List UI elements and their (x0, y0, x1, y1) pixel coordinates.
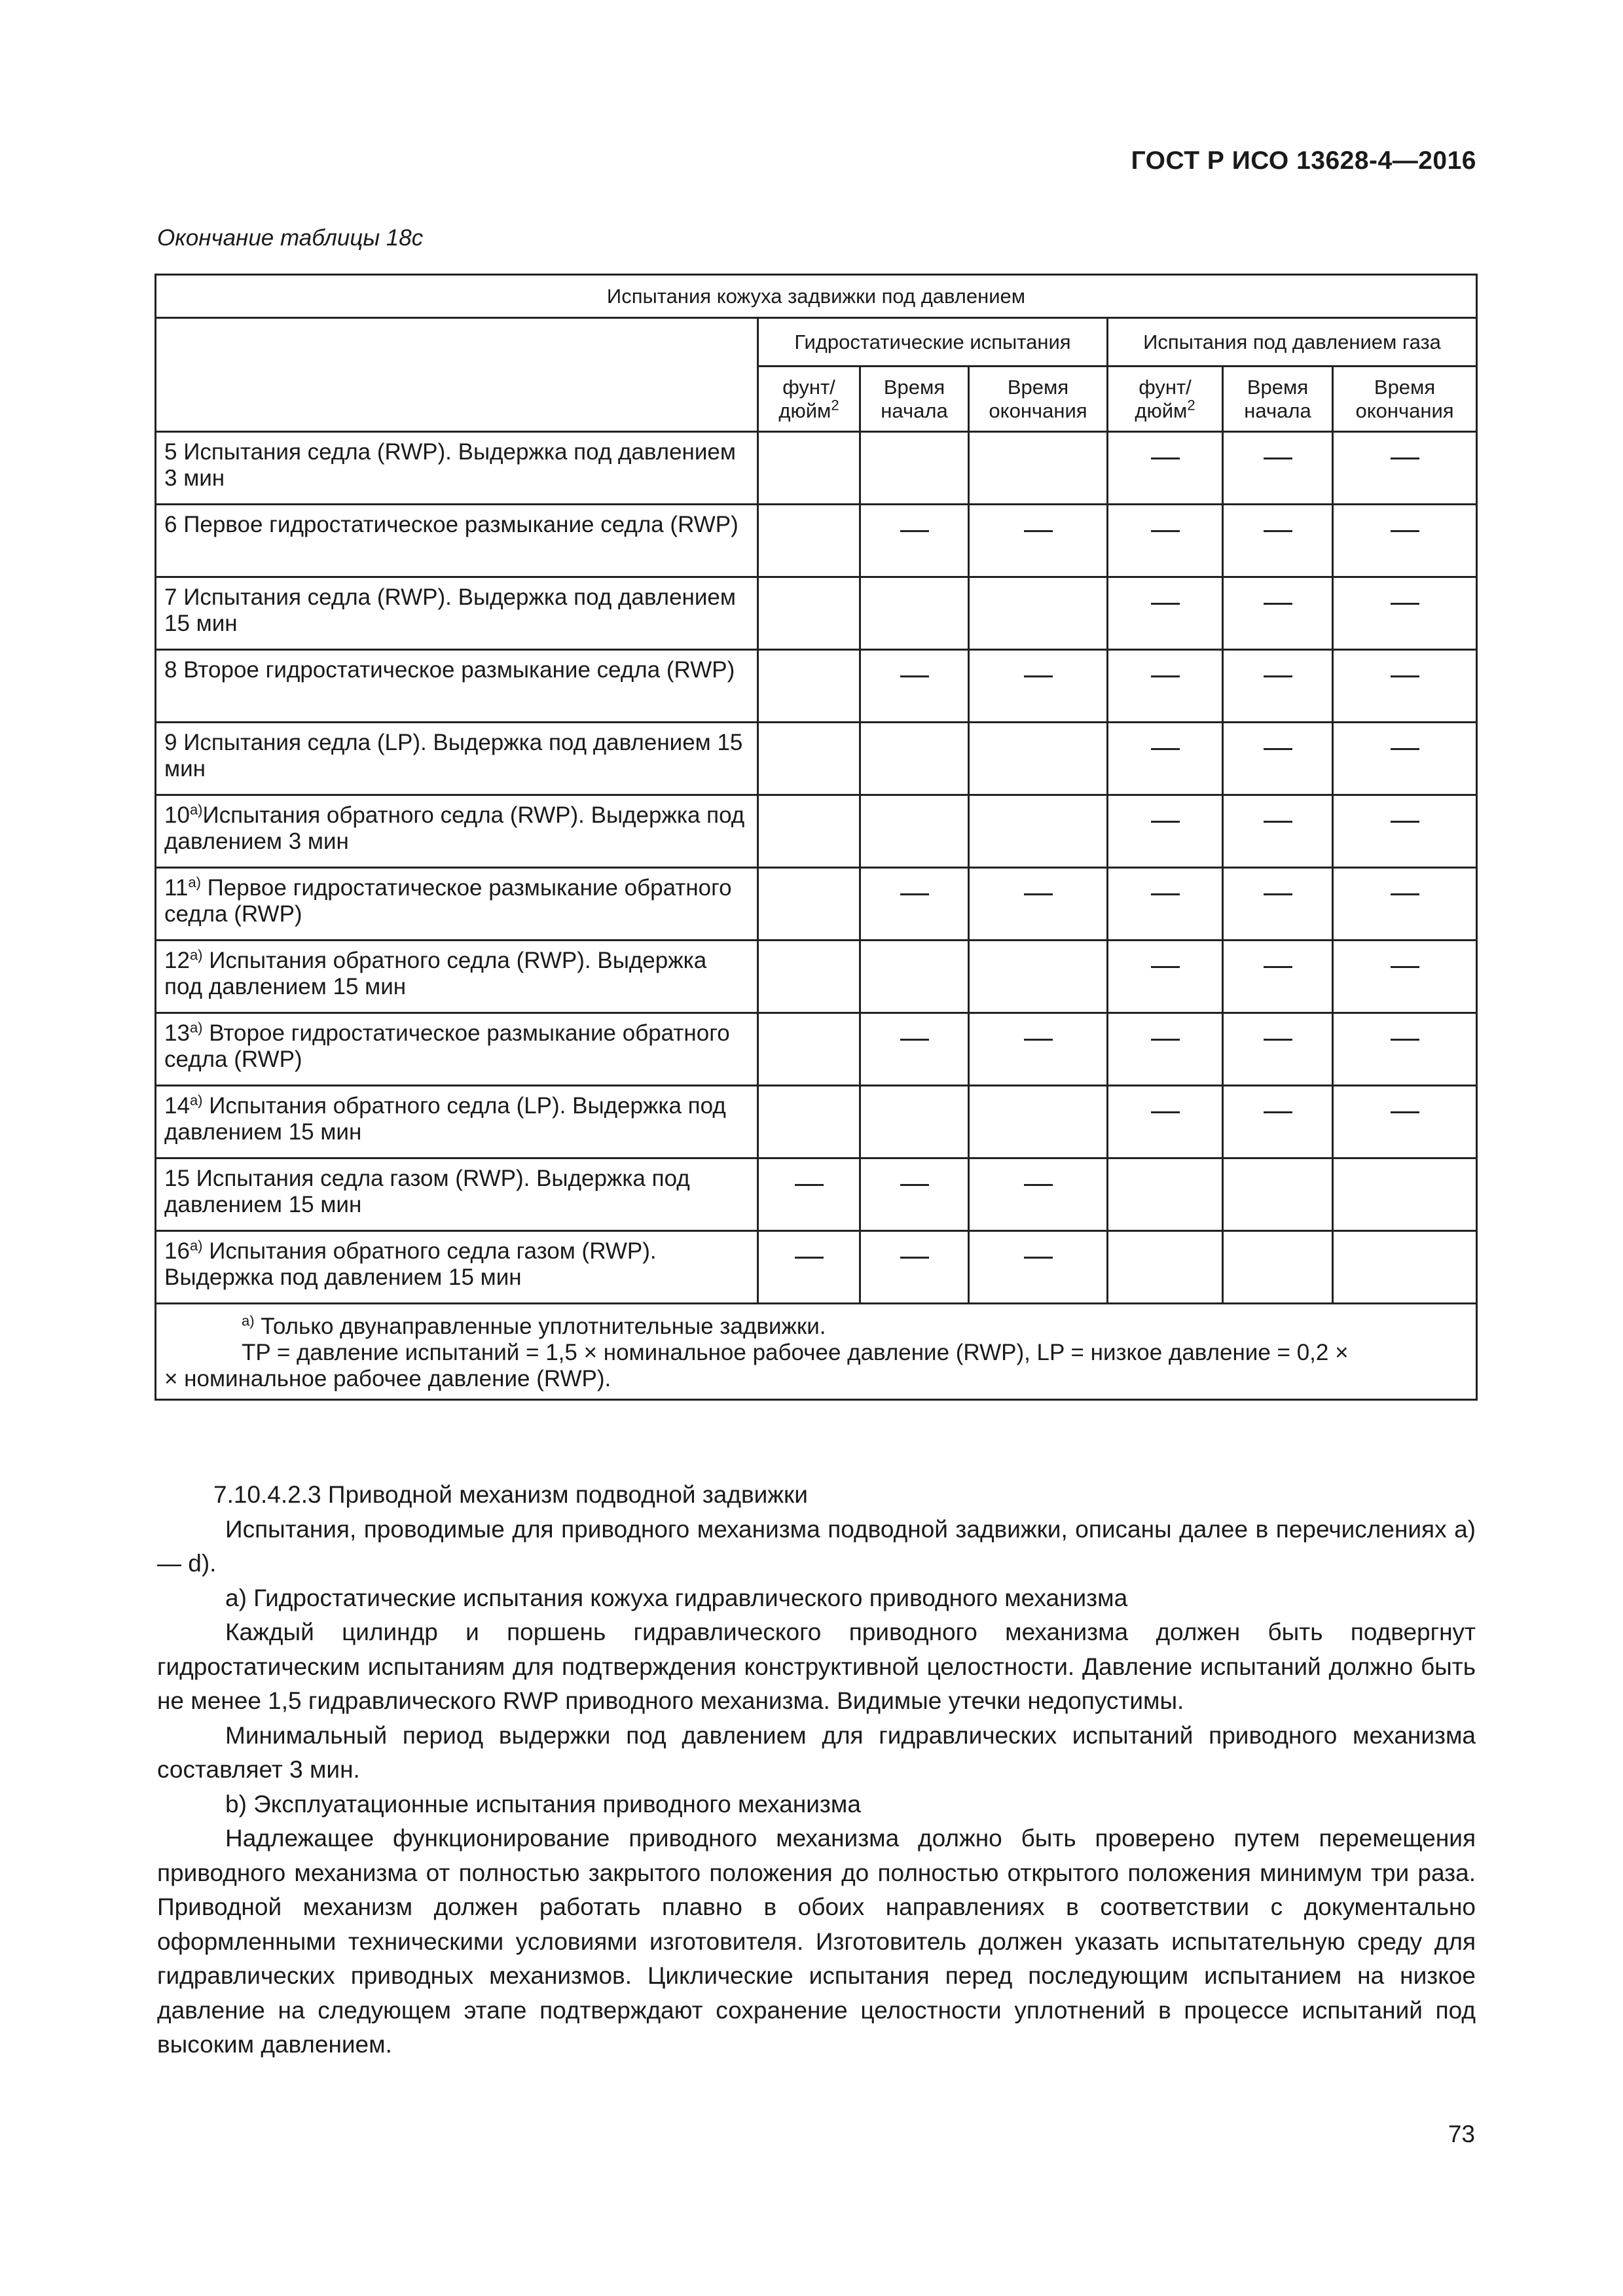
table-row (156, 1158, 1477, 1231)
table-cell (860, 868, 969, 941)
row-number: 13 (164, 1020, 190, 1046)
table-cell (1108, 650, 1223, 723)
col-header-text: начала (1244, 399, 1311, 422)
col-header-text: окончания (989, 399, 1087, 422)
row-number: 15 (164, 1166, 190, 1191)
col-header-text: фунт/ (1139, 375, 1192, 399)
table-cell (1333, 577, 1477, 650)
dash-line (1264, 748, 1292, 750)
table-cell (1223, 650, 1333, 723)
table-row (156, 868, 1477, 941)
table-cell (1333, 1086, 1477, 1158)
header-blank-cell (156, 318, 758, 432)
footnote-text: Только двунаправленные уплотнительные задвижки. (254, 1314, 826, 1339)
dash-line (1264, 457, 1292, 459)
table-cell (860, 723, 969, 795)
row-text: Испытания седла (RWP). Выдержка под давлением 3 мин (164, 439, 736, 491)
table-cell (969, 1013, 1108, 1086)
dash-line (1264, 893, 1292, 895)
table-cell (1333, 941, 1477, 1013)
table-cell (969, 505, 1108, 577)
table-cell (1223, 1013, 1333, 1086)
section-heading: 7.10.4.2.3 Приводной механизм подводной задвижки (213, 1481, 808, 1508)
table-cell (758, 941, 860, 1013)
table-cell (860, 941, 969, 1013)
table-cell (1223, 941, 1333, 1013)
table-cell (860, 1013, 969, 1086)
dash-line (1151, 966, 1180, 968)
table-cell (1108, 723, 1223, 795)
row-text: Второе гидростатическое размыкание обратного седла (RWP) (164, 1020, 730, 1072)
table-cell (860, 650, 969, 723)
table-cell (1108, 505, 1223, 577)
col-header-text: окончания (1355, 399, 1454, 422)
table-cell (969, 941, 1108, 1013)
list-item-a: а) Гидростатические испытания кожуха гидравлического приводного механизма (225, 1584, 1128, 1611)
dash-line (1151, 675, 1180, 677)
table-row (156, 650, 1477, 723)
col-header-text: Время (883, 375, 945, 399)
table-cell (1108, 1231, 1223, 1304)
row-number: 7 (164, 584, 177, 610)
table-cell (1108, 1086, 1223, 1158)
row-number: 10 (164, 802, 190, 828)
row-label (156, 432, 758, 505)
table-row (156, 1013, 1477, 1086)
test-results-table (155, 274, 1478, 1401)
dash-line (1264, 603, 1292, 605)
row-text: Испытания обратного седла (RWP). Выдержка под давлением 3 мин (164, 802, 745, 854)
document-header: ГОСТ Р ИСО 13628-4—2016 (1131, 147, 1476, 175)
table-cell (1333, 650, 1477, 723)
row-number: 8 (164, 657, 177, 683)
table-row (156, 941, 1477, 1013)
table-cell (758, 1013, 860, 1086)
dash-line (1391, 530, 1419, 532)
col-header-text: дюйм (778, 399, 831, 422)
footnote-marker: а) (188, 874, 201, 891)
dash-line (1264, 1039, 1292, 1041)
dash-line (1391, 457, 1419, 459)
row-number: 6 (164, 512, 177, 537)
dash-line (1024, 530, 1053, 532)
dash-line (1151, 1039, 1180, 1041)
footnote-line: × номинальное рабочее давление (RWP). (164, 1366, 611, 1391)
dash-line (1151, 893, 1180, 895)
table-cell (1333, 795, 1477, 868)
row-label (156, 795, 758, 868)
table-row (156, 795, 1477, 868)
col-header-text: дюйм (1135, 399, 1188, 422)
table-cell (758, 1231, 860, 1304)
col-header-text: фунт/ (782, 375, 835, 399)
dash-line (1391, 1111, 1419, 1113)
table-cell (1333, 505, 1477, 577)
table-caption: Окончание таблицы 18с (157, 225, 424, 251)
table-cell (860, 505, 969, 577)
table-cell (860, 577, 969, 650)
table-cell (860, 1086, 969, 1158)
col-header-hydro-end (969, 367, 1108, 432)
table-cell (969, 432, 1108, 505)
row-label (156, 1158, 758, 1231)
row-text: Испытания обратного седла (LP). Выдержка под давлением 15 мин (164, 1093, 726, 1145)
row-number: 12 (164, 948, 190, 973)
dash-line (1391, 966, 1419, 968)
dash-line (900, 1257, 929, 1259)
row-label (156, 723, 758, 795)
table-cell (1223, 432, 1333, 505)
footnote-cell (156, 1304, 1477, 1400)
table-cell (860, 1158, 969, 1231)
paragraph: Испытания, проводимые для приводного механизма подводной задвижки, описаны далее в перечислениях а) — d). (157, 1515, 1476, 1577)
list-item-b: b) Эксплуатационные испытания приводного механизма (225, 1790, 861, 1818)
dash-line (900, 1184, 929, 1186)
table-cell (1223, 795, 1333, 868)
table-cell (1333, 868, 1477, 941)
table-cell (1108, 1013, 1223, 1086)
row-label (156, 941, 758, 1013)
footnote-marker: а) (189, 1019, 203, 1036)
row-text: Испытания обратного седла (RWP). Выдержка под давлением 15 мин (164, 948, 707, 999)
dash-line (795, 1184, 824, 1186)
table-cell (758, 1158, 860, 1231)
table-cell (969, 1158, 1108, 1231)
row-number: 11 (164, 875, 189, 901)
paragraph: Надлежащее функционирование приводного механизма должно быть проверено путем перемещения приводного механизма от полностью закрытого положения до полностью открытого положения минимум три раза. Приводной механизм должен работать плавно в обоих направлениях в соответствии с документально оформленными техническими условиями изготовителя. Изготовитель должен указать испытательную среду для гидравлических приводных механизмов. Циклические испытания перед последующим испытанием на низкое давление на следующем этапе подтверждают сохранение целостности уплотнений в процессе испытаний под высоким давлением. (157, 1825, 1476, 2058)
col-header-text: начала (881, 399, 948, 422)
dash-line (900, 893, 929, 895)
dash-line (1024, 1184, 1053, 1186)
footnote-row (156, 1304, 1477, 1400)
table-cell (1108, 577, 1223, 650)
row-text: Испытания обратного седла газом (RWP). Выдержка под давлением 15 мин (164, 1238, 657, 1290)
table-cell (1108, 941, 1223, 1013)
table-cell (758, 1086, 860, 1158)
row-number: 9 (164, 730, 177, 755)
dash-line (1264, 530, 1292, 532)
table-cell (758, 650, 860, 723)
group-header-hydrostatic: Гидростатические испытания (758, 318, 1108, 367)
table-cell (860, 795, 969, 868)
table-cell (1108, 795, 1223, 868)
table-row (156, 723, 1477, 795)
table-cell (758, 505, 860, 577)
table-cell (758, 577, 860, 650)
footnote-line (164, 1314, 1468, 1340)
superscript: 2 (1187, 397, 1195, 414)
row-text: Первое гидростатическое размыкание обратного седла (RWP) (164, 875, 732, 927)
dash-line (1264, 1111, 1292, 1113)
row-label (156, 577, 758, 650)
table-title: Испытания кожуха задвижки под давлением (156, 275, 1477, 318)
table-cell (1223, 1231, 1333, 1304)
dash-line (1391, 603, 1419, 605)
dash-line (1264, 966, 1292, 968)
footnote-marker: а) (189, 946, 203, 963)
dash-line (1264, 821, 1292, 823)
dash-line (795, 1257, 824, 1259)
col-header-text: Время (1374, 375, 1436, 399)
col-header-text: Время (1247, 375, 1309, 399)
table-cell (1223, 1158, 1333, 1231)
dash-line (1391, 821, 1419, 823)
table-cell (1333, 723, 1477, 795)
row-number: 14 (164, 1093, 190, 1119)
row-text: Испытания седла (LP). Выдержка под давлением 15 мин (164, 730, 743, 781)
table-cell (1108, 432, 1223, 505)
dash-line (1024, 893, 1053, 895)
table-cell (1223, 505, 1333, 577)
table-row (156, 577, 1477, 650)
dash-line (1391, 1039, 1419, 1041)
dash-line (900, 675, 929, 677)
dash-line (900, 1039, 929, 1041)
dash-line (900, 530, 929, 532)
table-cell (1108, 868, 1223, 941)
footnote-marker: а) (242, 1312, 255, 1329)
dash-line (1151, 457, 1180, 459)
table-cell (758, 432, 860, 505)
footnote-marker: а) (189, 1237, 203, 1254)
table-cell (1223, 577, 1333, 650)
row-number: 16 (164, 1238, 190, 1264)
table-cell (969, 650, 1108, 723)
row-number: 5 (164, 439, 177, 465)
row-label (156, 868, 758, 941)
col-header-gas-start (1223, 367, 1333, 432)
table-cell (969, 1086, 1108, 1158)
table-cell (969, 1231, 1108, 1304)
row-text: Испытания седла (RWP). Выдержка под давлением 15 мин (164, 584, 736, 636)
dash-line (1391, 893, 1419, 895)
dash-line (1024, 1039, 1053, 1041)
group-header-gas: Испытания под давлением газа (1108, 318, 1477, 367)
dash-line (1024, 675, 1053, 677)
superscript: 2 (831, 397, 839, 414)
footnote-marker: а) (189, 1092, 203, 1109)
col-header-gas-unit (1108, 367, 1223, 432)
table-cell (969, 795, 1108, 868)
row-label (156, 505, 758, 577)
dash-line (1391, 748, 1419, 750)
table-row (156, 505, 1477, 577)
row-label (156, 1013, 758, 1086)
table-row (156, 1231, 1477, 1304)
table-cell (1333, 1231, 1477, 1304)
dash-line (1391, 675, 1419, 677)
table-cell (1223, 1086, 1333, 1158)
col-header-hydro-start (860, 367, 969, 432)
row-text: Второе гидростатическое размыкание седла (RWP) (177, 657, 735, 683)
dash-line (1151, 530, 1180, 532)
dash-line (1024, 1257, 1053, 1259)
table-cell (1333, 432, 1477, 505)
table-cell (1333, 1013, 1477, 1086)
dash-line (1151, 748, 1180, 750)
table-cell (758, 723, 860, 795)
col-header-gas-end (1333, 367, 1477, 432)
table-cell (860, 1231, 969, 1304)
paragraph: Минимальный период выдержки под давлением для гидравлических испытаний приводного механизма составляет 3 мин. (157, 1721, 1476, 1783)
row-label (156, 650, 758, 723)
table-cell (969, 577, 1108, 650)
dash-line (1151, 821, 1180, 823)
dash-line (1151, 603, 1180, 605)
page-number: 73 (1448, 2121, 1475, 2147)
table-cell (860, 432, 969, 505)
col-header-text: Время (1007, 375, 1069, 399)
table-row (156, 1086, 1477, 1158)
table-cell (969, 723, 1108, 795)
row-label (156, 1086, 758, 1158)
row-text: Первое гидростатическое размыкание седла (RWP) (177, 512, 739, 537)
table-cell (1223, 868, 1333, 941)
table-cell (969, 868, 1108, 941)
table-cell (1223, 723, 1333, 795)
row-text: Испытания седла газом (RWP). Выдержка под давлением 15 мин (164, 1166, 690, 1217)
paragraph: Каждый цилиндр и поршень гидравлического приводного механизма должен быть подвергнут гидростатическим испытаниям для подтверждения конструктивной целостности. Давление испытаний должно быть не менее 1,5 гидравлического RWP приводного механизма. Видимые утечки недопустимы. (157, 1619, 1476, 1714)
footnote-marker: а) (189, 801, 203, 818)
table-row (156, 432, 1477, 505)
table-cell (1108, 1158, 1223, 1231)
dash-line (1264, 675, 1292, 677)
body-text (157, 1478, 1476, 2062)
table-cell (758, 868, 860, 941)
table-cell (758, 795, 860, 868)
row-label (156, 1231, 758, 1304)
footnote-line: TP = давление испытаний = 1,5 × номинальное рабочее давление (RWP), LP = низкое давление = 0,2 × (242, 1340, 1349, 1365)
col-header-hydro-unit (758, 367, 860, 432)
dash-line (1151, 1111, 1180, 1113)
table-cell (1333, 1158, 1477, 1231)
